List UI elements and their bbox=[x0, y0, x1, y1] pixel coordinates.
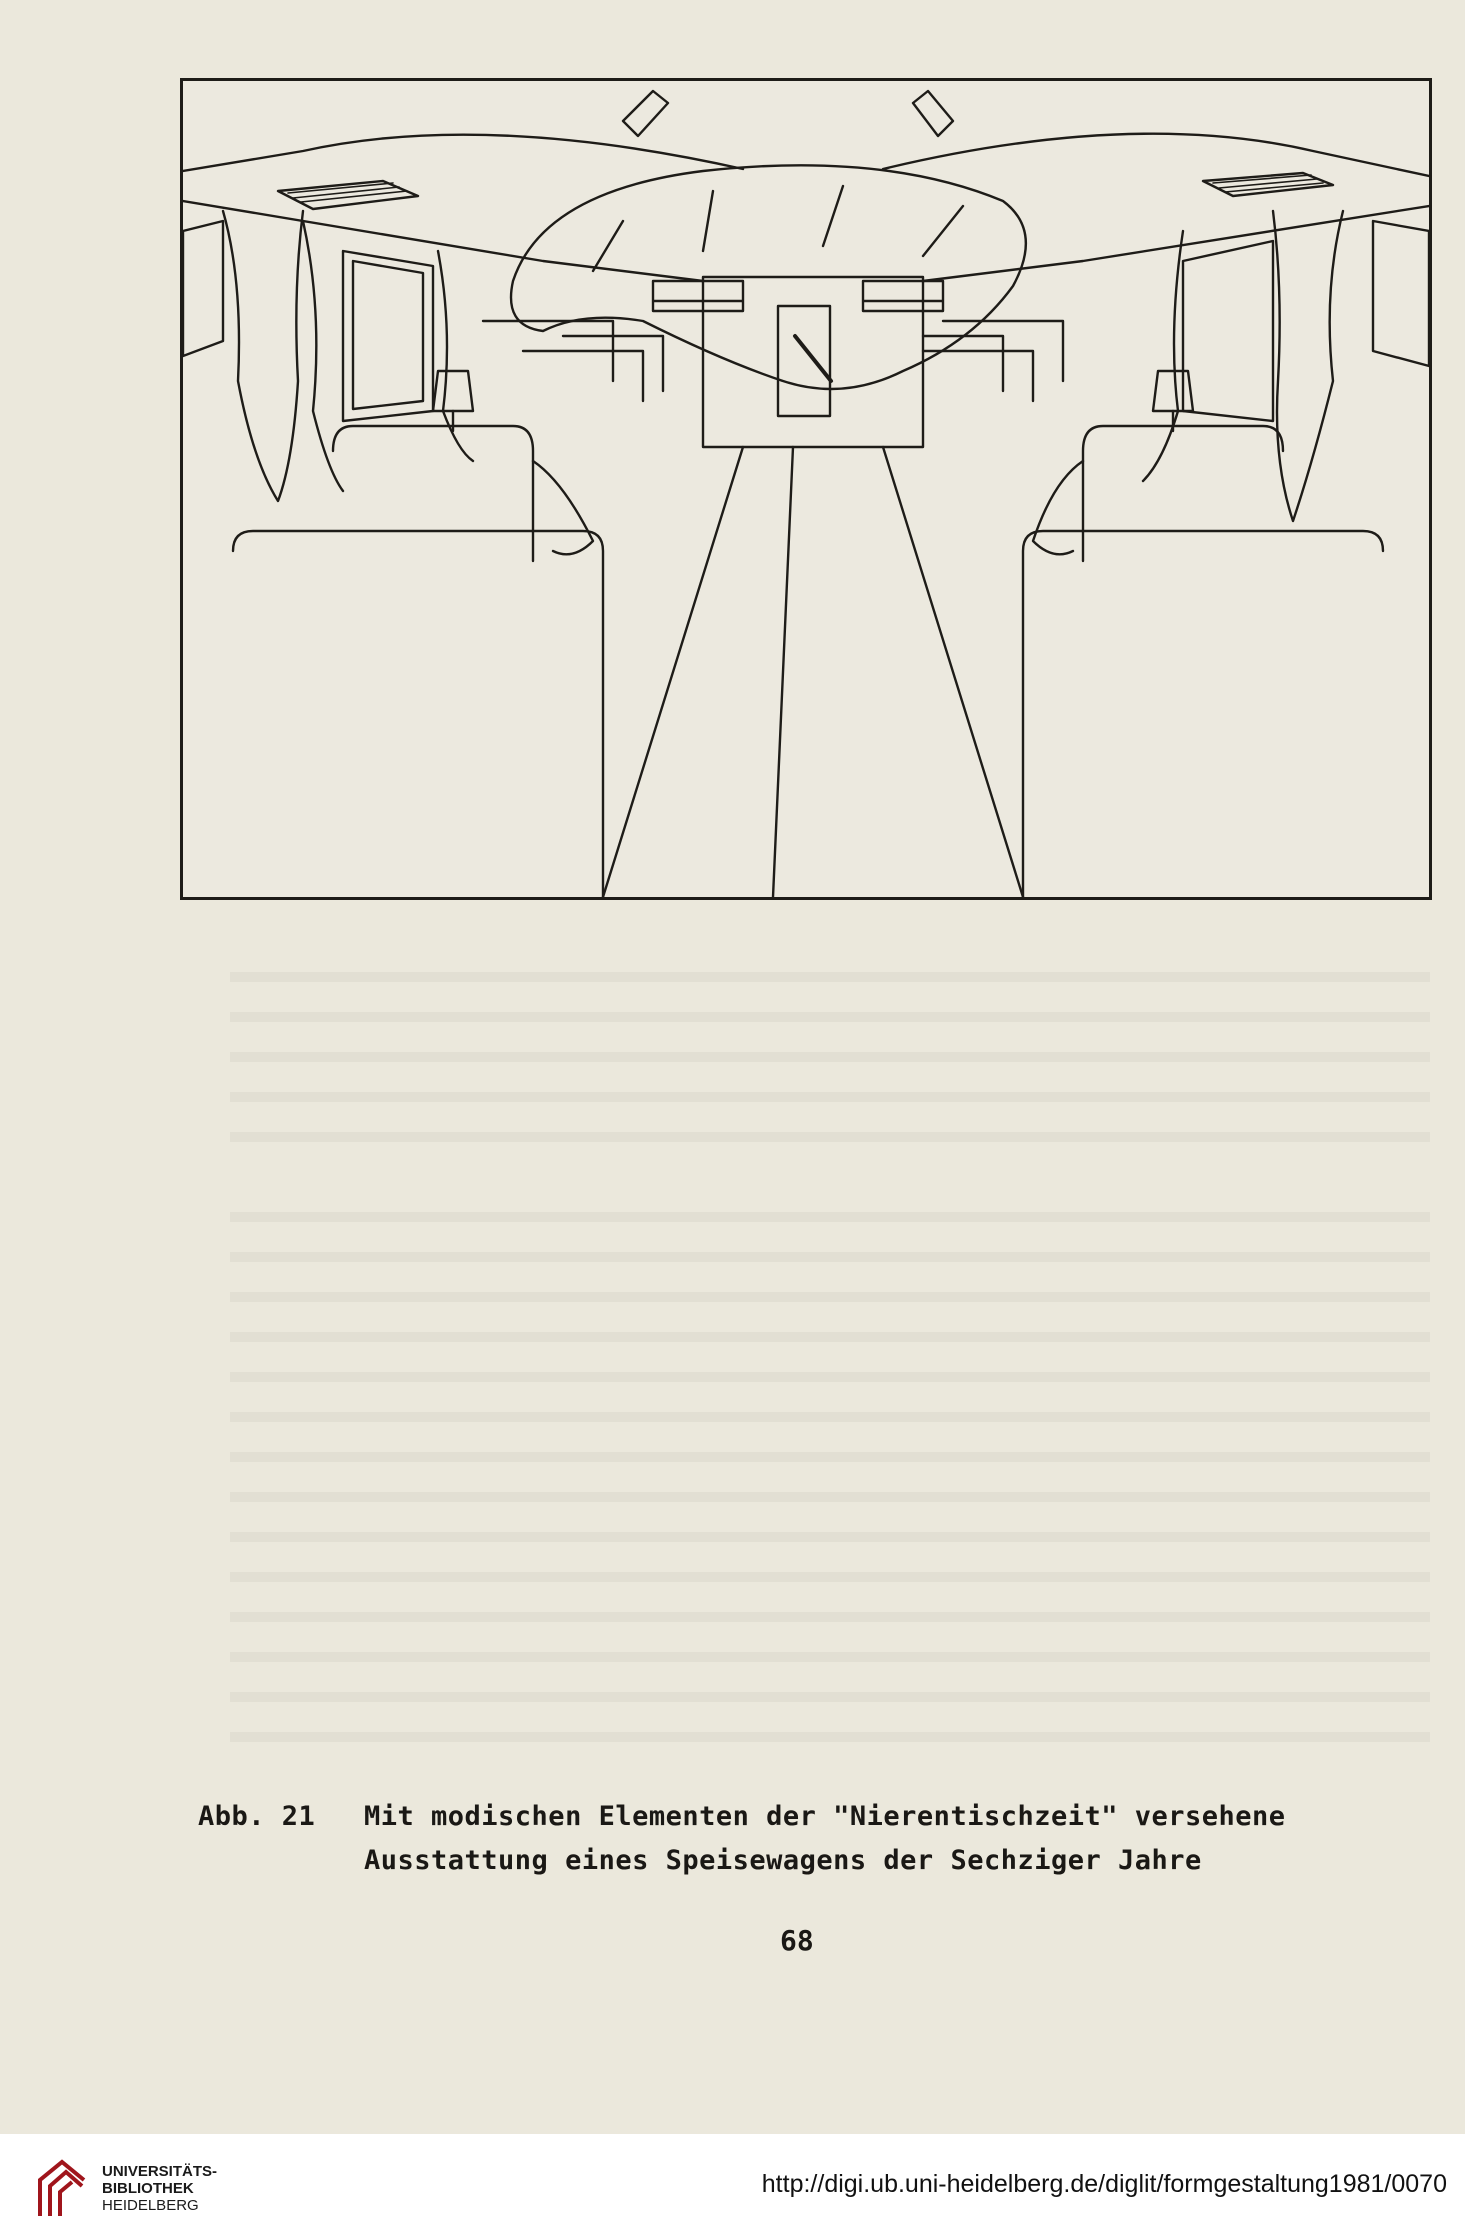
figure-caption bbox=[198, 1795, 1438, 1883]
caption-line-1: Mit modischen Elementen der "Nierentischzeit" versehene bbox=[364, 1801, 1286, 1832]
caption-line-2: Ausstattung eines Speisewagens der Sechziger Jahre bbox=[364, 1845, 1202, 1876]
library-name bbox=[102, 2163, 217, 2214]
library-name-line-3: HEIDELBERG bbox=[102, 2197, 199, 2214]
dining-car-illustration bbox=[180, 78, 1432, 900]
library-logo-icon bbox=[32, 2150, 90, 2220]
library-name-line-1: UNIVERSITÄTS- bbox=[102, 2163, 218, 2180]
library-name-line-2: BIBLIOTHEK bbox=[102, 2180, 194, 2197]
page-number: 68 bbox=[780, 1924, 814, 1957]
source-url-link[interactable]: http://digi.ub.uni-heidelberg.de/diglit/formgestaltung1981/0070 bbox=[761, 2170, 1447, 2198]
figure-label: Abb. 21 bbox=[198, 1801, 316, 1832]
